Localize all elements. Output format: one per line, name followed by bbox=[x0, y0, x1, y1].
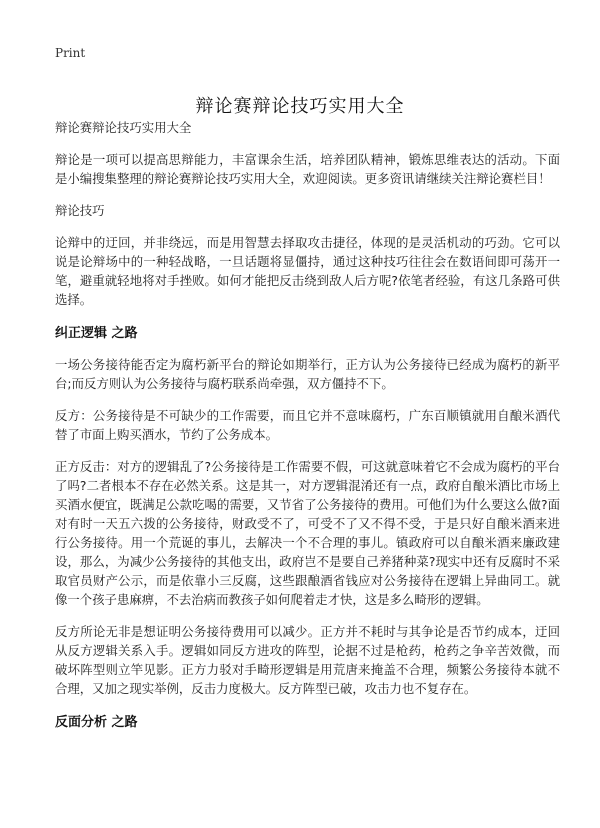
intro-paragraph: 辩论是一项可以提高思辩能力，丰富课余生活，培养团队精神，锻炼思维表达的活动。下面是小编搜集整理的辩论赛辩论技巧实用大全，欢迎阅读。更多资讯请继续关注辩论赛栏目！ bbox=[55, 152, 560, 186]
article-subtitle: 辩论赛辩论技巧实用大全 bbox=[55, 120, 192, 135]
body-paragraph: 反方所论无非是想证明公务接待费用可以减少。正方并不耗时与其争论是否节约成本，迂回从反方逻辑关系入手。逻辑如同反方进攻的阵型，论据不过是枪药，枪药之争辛苦效微，而破坏阵型则立竿见影。正方力驳对手畸形逻辑是用荒唐来掩盖不合理，频繁公务接待本就不合理，又加之现实举例，反击力度极大。反方阵型已破，攻击力也不复存在。 bbox=[55, 624, 560, 696]
print-link[interactable]: Print bbox=[55, 46, 86, 60]
article-body bbox=[55, 118, 560, 744]
body-paragraph: 正方反击：对方的逻辑乱了?公务接待是工作需要不假，可这就意味着它不会成为腐朽的平台了吗?二者根本不存在必然关系。这是其一，对方逻辑混淆还有一点，政府自酿米酒比市场上买酒水便宜，既满足公款吃喝的需要，又节省了公务接待的费用。可他们为什么要这么做?面对有时一天五六拨的公务接待，财政受不了，可受不了又不得不受，于是只好自酿米酒来进行公务接待。用一个荒诞的事儿，去解决一个不合理的事儿。镇政府可以自酿米酒来廉政建设，那么，为减少公务接待的其他支出，政府岂不是要自己养猪种菜?现实中还有反腐时不采取官员财产公示，而是依靠小三反腐，这些跟酿酒省钱应对公务接待在逻辑上异曲同工。就像一个孩子患麻痹，不去治病而教孩子如何爬着走才快，这是多么畸形的逻辑。 bbox=[55, 459, 560, 607]
section-label: 辩论技巧 bbox=[55, 203, 105, 218]
body-paragraph: 反方：公务接待是不可缺少的工作需要，而且它并不意味腐朽，广东百顺镇就用自酿米酒代替了市面上购买酒水，节约了公务成本。 bbox=[55, 408, 560, 442]
section-heading: 反面分析 之路 bbox=[55, 715, 138, 730]
body-paragraph: 一场公务接待能否定为腐朽新平台的辩论如期举行，正方认为公务接待已经成为腐朽的新平台;而反方则认为公务接待与腐朽联系尚牵强，双方僵持不下。 bbox=[55, 357, 560, 391]
body-paragraph: 论辩中的迂回，并非绕远，而是用智慧去择取攻击捷径，体现的是灵活机动的巧劲。它可以说是论辩场中的一种轻战略，一旦话题将显僵持，通过这种技巧往往会在数语间即可荡开一笔，避重就轻地将对手挫败。如何才能把反击绕到敌人后方呢?依笔者经验，有这几条路可供选择。 bbox=[55, 235, 560, 307]
page-title: 辩论赛辩论技巧实用大全 bbox=[195, 96, 405, 118]
section-heading: 纠正逻辑 之路 bbox=[55, 326, 138, 341]
